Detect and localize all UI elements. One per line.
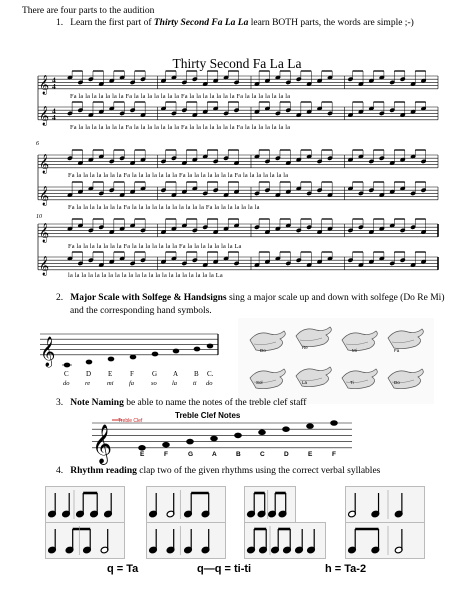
treble-clef-icon: 𝄞 xyxy=(92,424,113,464)
item-1-number: 1. xyxy=(56,18,64,28)
rhythm-card xyxy=(146,522,226,559)
item-4-heading: Rhythm reading xyxy=(70,466,137,476)
rhythm-card xyxy=(146,486,226,523)
item-3-number: 3. xyxy=(56,398,64,408)
key-ta: q = Ta xyxy=(107,563,139,575)
item-2-text-line2: and the corresponding hand symbols. xyxy=(70,306,212,316)
solfege-note-name: B xyxy=(194,370,199,378)
staff-note xyxy=(282,426,290,432)
staff-note xyxy=(234,433,242,439)
rhythm-notation xyxy=(147,523,225,558)
treble-chart-title: Treble Clef Notes xyxy=(175,411,241,420)
rhythm-notation xyxy=(346,523,424,558)
treble-clef-icon: 𝄞 xyxy=(39,154,50,174)
rhythm-card xyxy=(45,522,125,559)
item-3-text: be able to name the notes of the treble clef staff xyxy=(123,398,307,408)
treble-clef-icon: 𝄞 xyxy=(39,75,50,95)
hand-sign-label: Do xyxy=(394,380,400,385)
item-1-text-pre: Learn the first part of xyxy=(70,18,154,28)
solfege-note-name: A xyxy=(173,370,179,378)
item-4-number: 4. xyxy=(56,466,64,476)
intro-text: There are four parts to the audition xyxy=(22,6,155,16)
time-signature: 4 xyxy=(52,106,56,116)
treble-clef-icon: 𝄞 xyxy=(39,106,50,126)
rhythm-card xyxy=(345,486,425,523)
time-signature: 4 xyxy=(52,75,56,85)
time-signature: 4 xyxy=(52,81,56,91)
staff-note xyxy=(210,436,218,442)
treble-note-name: E xyxy=(140,451,145,458)
solfege-syllable: mi xyxy=(107,380,114,387)
lyrics-system1-lower: Fa la la la la la la la Fa la la la la la la la Fa la la la la la la la Fa la la la la la la la xyxy=(70,124,291,131)
solfege-note-name: D xyxy=(86,370,92,378)
rhythm-notation xyxy=(46,523,124,558)
treble-note-name: E xyxy=(308,451,313,458)
treble-note-name: F xyxy=(332,451,336,458)
measure-number-6: 6 xyxy=(36,141,39,147)
treble-note-name: C xyxy=(260,451,265,458)
item-2-text: sing a major scale up and down with solfege (Do Re Mi) xyxy=(226,293,445,303)
staff-note xyxy=(330,420,338,426)
hand-sign-label: La xyxy=(302,380,308,385)
item-1-song-name: Thirty Second Fa La La xyxy=(153,18,249,28)
hand-sign-label: Fa xyxy=(394,348,400,353)
solfege-syllable: ti xyxy=(193,380,197,387)
staff-note xyxy=(162,442,170,448)
treble-clef-tag: Treble Clef xyxy=(118,418,143,424)
key-titi: q—q = ti-ti xyxy=(197,563,252,575)
treble-clef-icon: 𝄞 xyxy=(39,256,50,276)
hand-sign-label: Ti xyxy=(350,380,354,385)
item-1-text-post: learn BOTH parts, the words are simple ;-) xyxy=(248,18,414,28)
solfege-note-name: G xyxy=(152,370,158,378)
song-title: Thirty Second Fa La La xyxy=(172,56,302,71)
solfege-note-name: F xyxy=(130,370,134,378)
rhythm-card xyxy=(244,522,326,559)
rhythm-notation xyxy=(346,487,424,522)
treble-note-name: B xyxy=(236,451,241,458)
hand-sign-label: Do xyxy=(260,348,266,353)
staff-note xyxy=(258,430,266,436)
hand-sign-label: Re xyxy=(302,345,308,350)
solfege-syllable: so xyxy=(151,380,157,387)
treble-note-name: F xyxy=(164,451,168,458)
rhythm-notation xyxy=(245,523,325,558)
item-4 xyxy=(56,466,380,476)
lyrics-system1-upper: Fa la la la la la la la Fa la la la la la la la Fa la la la la la la la Fa la la la la la la la xyxy=(70,93,291,100)
staff-note xyxy=(138,445,146,451)
rhythm-notation xyxy=(46,487,124,522)
lyrics-system2-upper: Fa la la la la la la la Fa la la la la la la la Fa la la la la la la la Fa la la la la la la la xyxy=(68,172,289,179)
solfege-syllable: fa xyxy=(129,380,135,387)
treble-note-name: G xyxy=(188,451,194,458)
rhythm-notation xyxy=(147,487,225,522)
solfege-syllable: la xyxy=(172,380,178,387)
treble-clef-icon: 𝄞 xyxy=(39,223,50,243)
treble-note-name: D xyxy=(284,451,289,458)
treble-note-name: A xyxy=(212,451,217,458)
treble-clef-icon: 𝄞 xyxy=(40,337,56,367)
rhythm-notation xyxy=(245,487,295,522)
staff-note xyxy=(306,423,314,429)
staff-note xyxy=(186,439,194,445)
lyrics-system2-lower: Fa la la la la la la la Fa la la la la la la la la la la la Fa la la la la la la la xyxy=(68,204,260,211)
item-3-heading: Note Naming xyxy=(70,398,124,408)
rhythm-card xyxy=(244,486,296,523)
solfege-note-name: C. xyxy=(207,370,214,378)
item-2-heading: Major Scale with Solfege & Handsigns xyxy=(70,293,227,303)
time-signature: 4 xyxy=(52,112,56,122)
item-4-text: clap two of the given rhythms using the correct verbal syllables xyxy=(136,466,381,476)
measure-number-10: 10 xyxy=(36,214,42,220)
hand-sign-label: Mi xyxy=(352,348,357,353)
solfege-note-name: C xyxy=(64,370,69,378)
item-2-number: 2. xyxy=(56,293,64,303)
rhythm-card xyxy=(45,486,125,523)
solfege-note-name: E xyxy=(108,370,113,378)
solfege-syllable: re xyxy=(85,380,91,387)
solfege-syllable: do xyxy=(206,380,213,387)
rhythm-card xyxy=(345,522,425,559)
lyrics-system3-lower: la la la la la la la la la la la la la la la la la la la la la la La xyxy=(68,272,223,279)
key-ta2: h = Ta-2 xyxy=(325,563,367,575)
hand-sign-label: Sol xyxy=(256,380,263,385)
lyrics-system3-upper: Fa la la la la la la la Fa la la la la la la la Fa la la la la la la la La xyxy=(68,243,242,250)
solfege-syllable: do xyxy=(63,380,70,387)
treble-clef-icon: 𝄞 xyxy=(39,186,50,206)
